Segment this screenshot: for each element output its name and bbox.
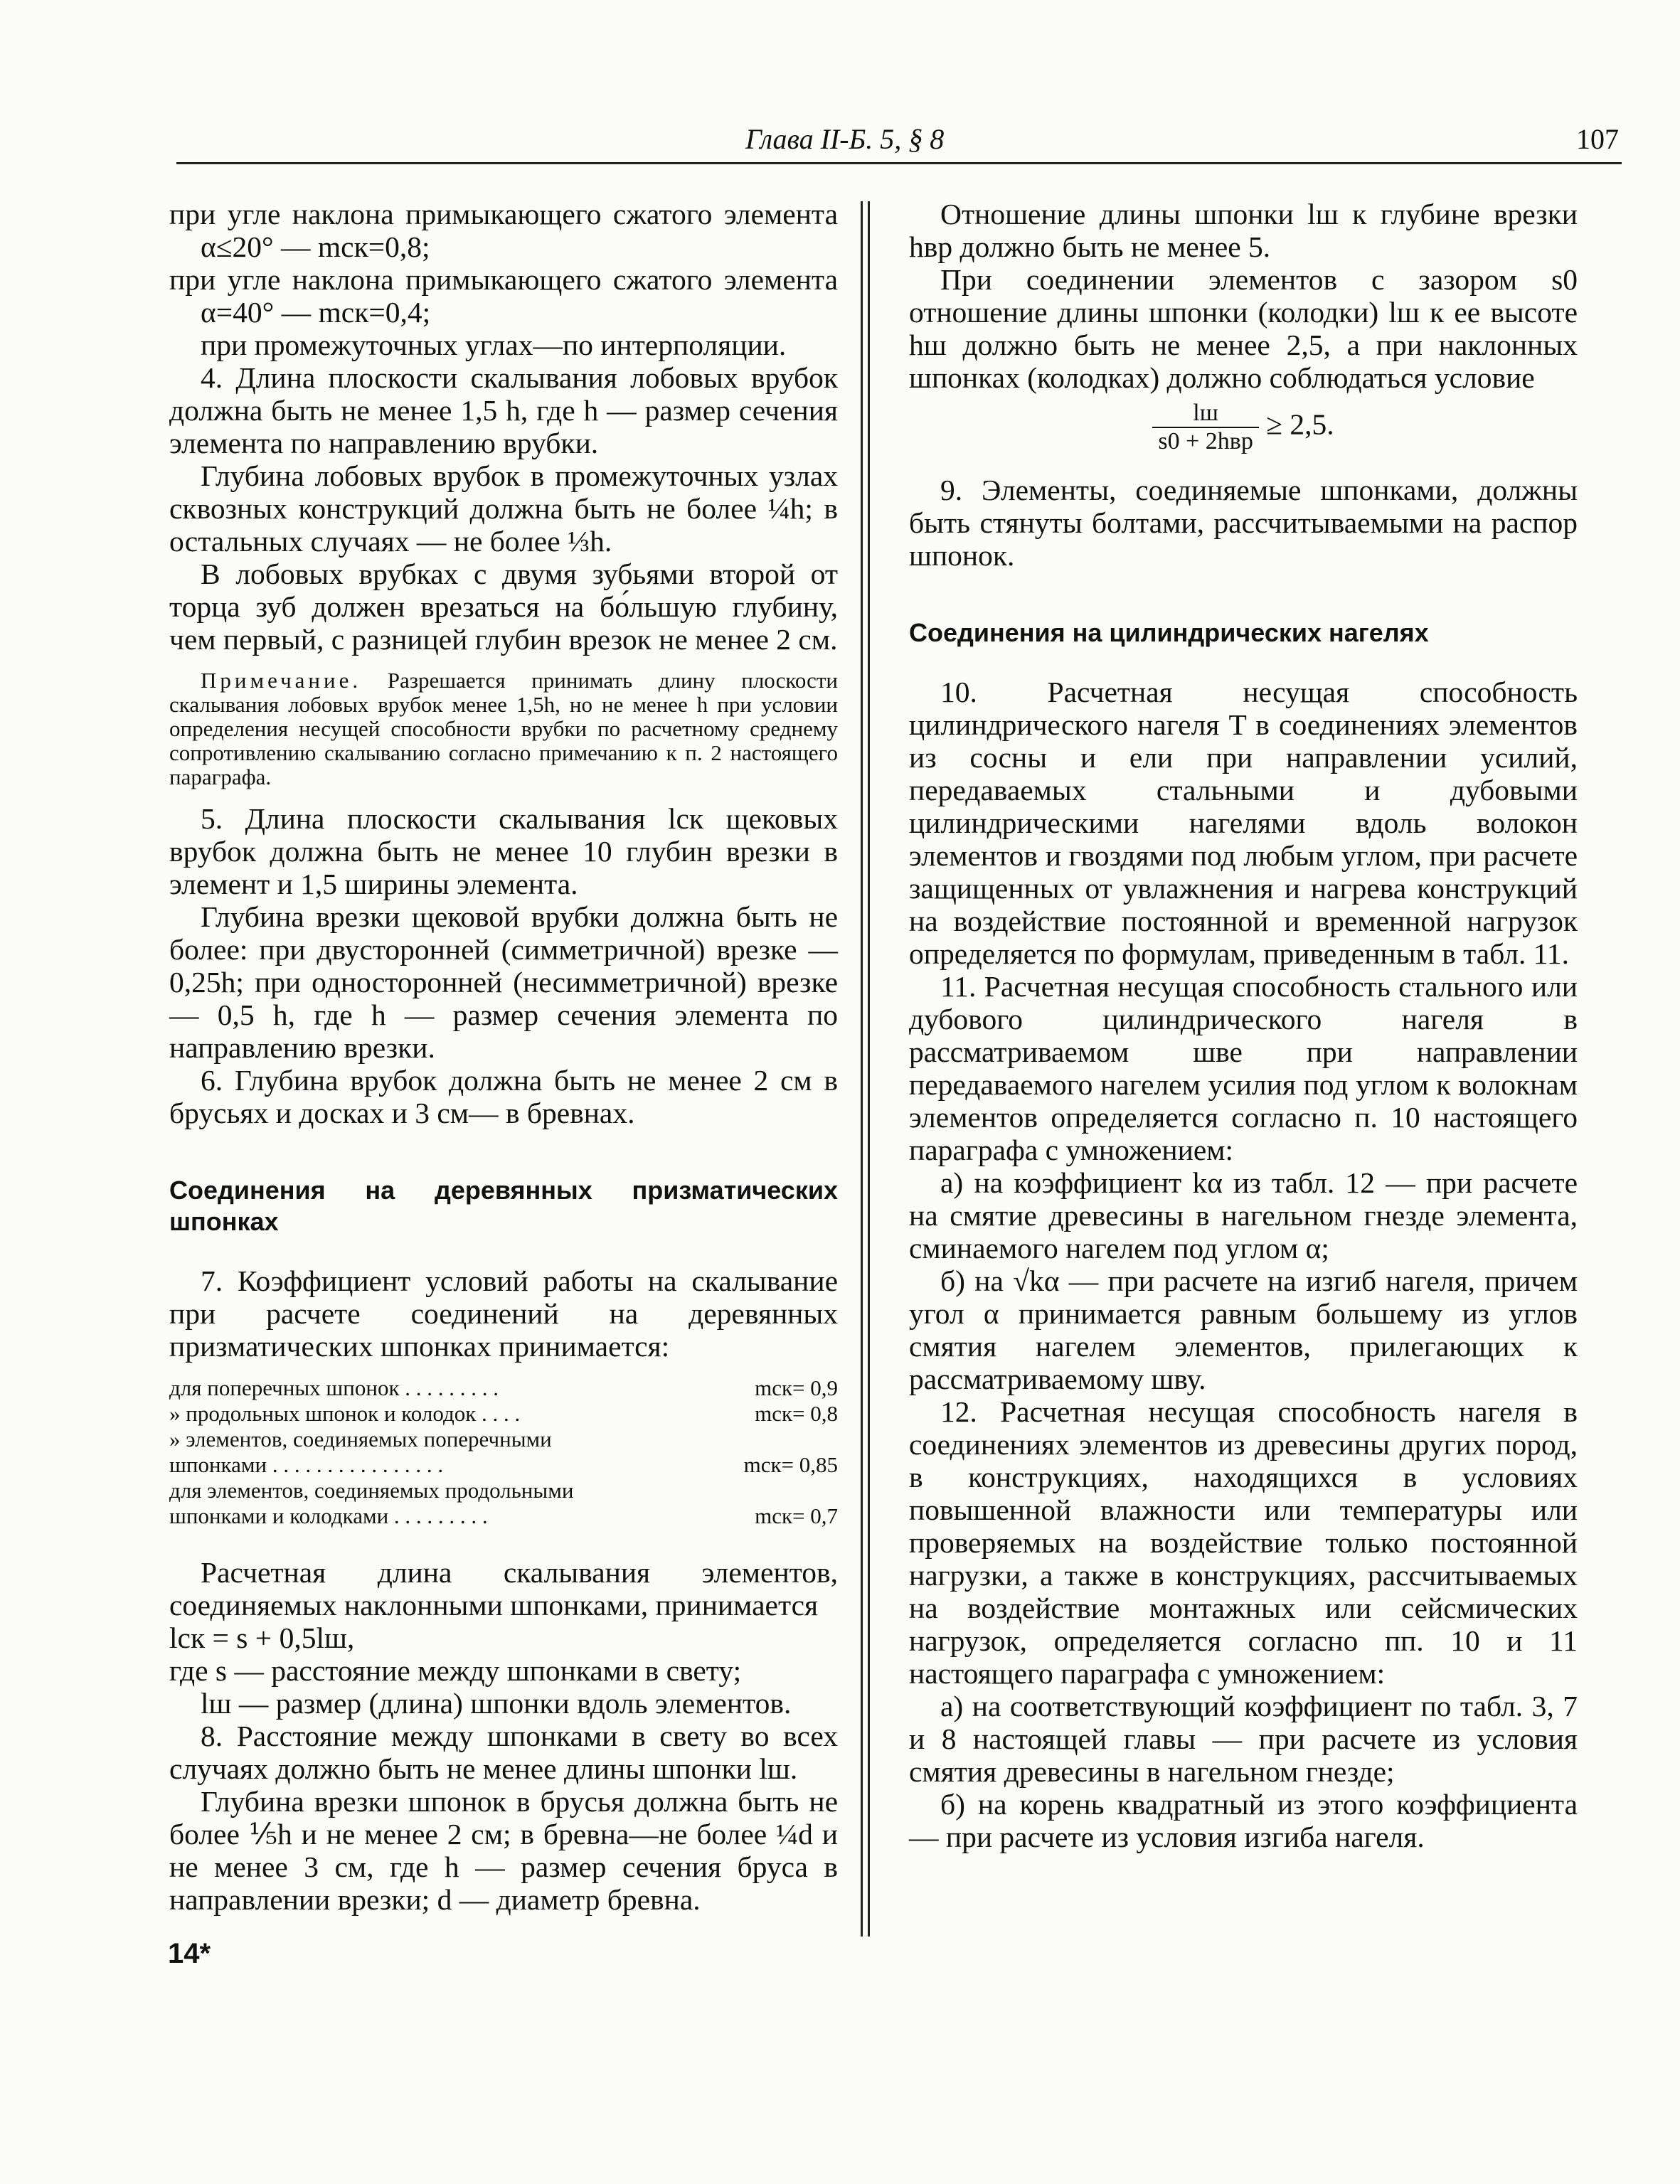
coef-label: шпонками и колодками . . . . . . . . . bbox=[169, 1503, 488, 1528]
fraction-denominator: s0 + 2hвр bbox=[1158, 428, 1253, 454]
paragraph: 10. Расчетная несущая способность цилиндрического нагеля T в соединениях элементов из сосны и ели при направлении усилий, передаваемых стальными и дубовыми цилиндрическими нагелями вдоль волокон элементов и гвоздями под любым углом, при расчете защищенных от увлажнения и нагрева конструкций на воздействие постоянной и временной нагрузок определяется по формулам, приведенным в табл. 11. bbox=[909, 676, 1578, 970]
coef-value: mск= 0,9 bbox=[755, 1375, 838, 1400]
note bbox=[169, 668, 838, 789]
header-rule bbox=[176, 162, 1622, 164]
coef-value: mск= 0,85 bbox=[743, 1452, 838, 1477]
paragraph: при промежуточных углах—по интерполяции. bbox=[201, 329, 787, 361]
paragraph: а) на коэффициент kα из табл. 12 — при расчете на смятие древесины в нагельном гнезде элемента, сминаемого нагелем под углом α; bbox=[909, 1166, 1578, 1264]
paragraph: при угле наклона примыкающего сжатого элемента α≤20° — mск=0,8; bbox=[169, 198, 838, 263]
signature-mark: 14* bbox=[168, 1938, 211, 1969]
paragraph: Отношение длины шпонки lш к глубине врезки hвр должно быть не менее 5. bbox=[909, 198, 1578, 263]
chapter-reference: Глава II-Б. 5, § 8 bbox=[745, 123, 945, 155]
paragraph: 9. Элементы, соединяемые шпонками, должны быть стянуты болтами, рассчитываемыми на распор шпонок. bbox=[909, 474, 1578, 572]
paragraph: 5. Длина плоскости скалывания lск щековых врубок должна быть не менее 10 глубин врезки в элемент и 1,5 ширины элемента. bbox=[169, 802, 838, 900]
note-text: Разрешается принимать длину плоскости скалывания лобовых врубок менее 1,5h, но не менее h при условии определения несущей способности врубки по расчетному среднему сопротивлению скалыванию согласно примечанию к п. 2 настоящего параграфа. bbox=[169, 668, 838, 789]
paragraph: Глубина врезки шпонок в брусья должна быть не более ⅕h и не менее 2 см; в бревна—не более ¼d и не менее 3 см, где h — размер сечения бруса в направлении врезки; d — диаметр бревна. bbox=[169, 1785, 838, 1916]
formula: lск = s + 0,5lш, bbox=[169, 1621, 355, 1654]
paragraph: Глубина лобовых врубок в промежуточных узлах сквозных конструкций должна быть не более ¼h; в остальных случаях — не более ⅓h. bbox=[169, 459, 838, 558]
paragraph: 12. Расчетная несущая способность нагеля в соединениях элементов из древесины других пород, в конструкциях, находящихся в условиях повышенной влажности или температуры или проверяемых на воздействие только постоянной нагрузки, а также в конструкциях, рассчитываемых на воздействие монтажных или сейсмических нагрузок, определяется согласно пп. 10 и 11 настоящего параграфа с умножением: bbox=[909, 1395, 1578, 1690]
fraction-formula bbox=[909, 400, 1578, 455]
section-heading: Соединения на деревянных призматических шпонках bbox=[169, 1176, 838, 1236]
coef-label: шпонками . . . . . . . . . . . . . . . . bbox=[169, 1452, 444, 1477]
section-heading: Соединения на цилиндрических нагелях bbox=[909, 618, 1429, 647]
left-column bbox=[169, 198, 838, 1916]
paragraph: а) на соответствующий коэффициент по табл. 3, 7 и 8 настоящей главы — при расчете из условия смятия древесины в нагельном гнезде; bbox=[909, 1690, 1578, 1788]
fraction bbox=[1152, 400, 1258, 455]
paragraph: lш — размер (длина) шпонки вдоль элементов. bbox=[201, 1687, 792, 1720]
column-divider-left-line bbox=[861, 201, 863, 1937]
paragraph: При соединении элементов с зазором s0 отношение длины шпонки (колодки) lш к ее высоте hш должно быть не менее 2,5, а при наклонных шпонках (колодках) должно соблюдаться условие bbox=[909, 263, 1578, 394]
paragraph: где s — расстояние между шпонками в свету; bbox=[169, 1654, 742, 1687]
page-number: 107 bbox=[1576, 123, 1619, 155]
paragraph: Расчетная длина скалывания элементов, соединяемых наклонными шпонками, принимается bbox=[169, 1556, 838, 1621]
note-label: Примечание. bbox=[201, 668, 362, 693]
paragraph: 4. Длина плоскости скалывания лобовых врубок должна быть не менее 1,5 h, где h — размер сечения элемента по направлению врубки. bbox=[169, 361, 838, 459]
fraction-tail: ≥ 2,5. bbox=[1266, 407, 1334, 441]
column-divider-right-line bbox=[868, 201, 870, 1937]
running-header bbox=[176, 122, 1622, 162]
paragraph: В лобовых врубках с двумя зубьями второй от торца зуб должен врезаться на бо́льшую глубину, чем первый, с разницей глубин врезок не менее 2 см. bbox=[169, 558, 838, 656]
paragraph: б) на корень квадратный из этого коэффициента — при расчете из условия изгиба нагеля. bbox=[909, 1788, 1578, 1853]
coef-value: mск= 0,7 bbox=[755, 1503, 838, 1528]
paragraph: 7. Коэффициент условий работы на скалывание при расчете соединений на деревянных призматических шпонках принимается: bbox=[169, 1264, 838, 1363]
right-column bbox=[909, 198, 1578, 1853]
coef-label: для поперечных шпонок . . . . . . . . . bbox=[169, 1375, 499, 1400]
paragraph: Глубина врезки щековой врубки должна быть не более: при двусторонней (симметричной) врезке — 0,25h; при односторонней (несимметричной) врезке — 0,5 h, где h — размер сечения элемента по направлению врезки. bbox=[169, 900, 838, 1064]
coef-label: » продольных шпонок и колодок . . . . bbox=[169, 1401, 521, 1426]
coef-value: mск= 0,8 bbox=[755, 1401, 838, 1426]
paragraph: б) на √kα — при расчете на изгиб нагеля, причем угол α принимается равным большему из углов смятия нагелем элементов, прилегающих к рассматриваемому шву. bbox=[909, 1264, 1578, 1395]
fraction-numerator: lш bbox=[1152, 400, 1258, 428]
paragraph: 8. Расстояние между шпонками в свету во всех случаях должно быть не менее длины шпонки lш. bbox=[169, 1720, 838, 1785]
coef-label: » элементов, соединяемых поперечными bbox=[169, 1427, 552, 1451]
coefficient-list bbox=[169, 1375, 838, 1529]
paragraph: при угле наклона примыкающего сжатого элемента α=40° — mск=0,4; bbox=[169, 263, 838, 329]
paragraph: 6. Глубина врубок должна быть не менее 2 см в брусьях и досках и 3 см— в бревнах. bbox=[169, 1064, 838, 1129]
coef-label: для элементов, соединяемых продольными bbox=[169, 1478, 574, 1503]
paragraph: 11. Расчетная несущая способность стального или дубового цилиндрического нагеля в рассматриваемом шве при направлении передаваемого нагелем усилия под углом к волокнам элементов определяется согласно п. 10 настоящего параграфа с умножением: bbox=[909, 970, 1578, 1166]
